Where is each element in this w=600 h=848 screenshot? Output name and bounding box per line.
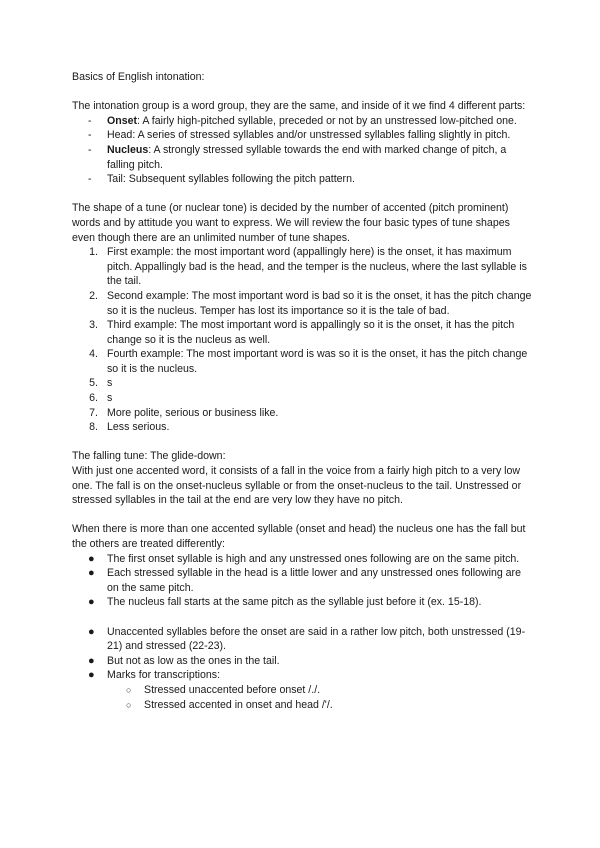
transcription-marks-list (72, 683, 532, 712)
pitch-rule-item-text: Each stressed syllable in the head is a little lower and any unstressed ones following are on the same pitch. (107, 567, 521, 594)
example-text: Third example: The most important word is appallingly so it is the onset, it has the pitch change so it is the nucleus as well. (107, 319, 515, 346)
example-number: 2. (89, 289, 98, 302)
part-item (72, 172, 532, 187)
unaccented-rule-item-marker: ● (88, 669, 95, 682)
transcription-mark-item-marker: ○ (126, 699, 132, 710)
example-number: 1. (89, 246, 98, 259)
example-text: Less serious. (107, 421, 170, 434)
example-item (72, 318, 532, 347)
transcription-mark-item-text: Stressed unaccented before onset /./. (144, 683, 321, 696)
example-item (72, 289, 532, 318)
example-text: s (107, 377, 113, 390)
pitch-rule-item (72, 566, 532, 595)
unaccented-rule-item-text: Marks for transcriptions: (107, 669, 221, 682)
part-item-marker: - (88, 129, 92, 142)
pitch-rule-item-marker: ● (88, 552, 95, 565)
pitch-rule-item (72, 552, 532, 567)
part-item-marker: - (88, 143, 92, 156)
transcription-mark-item (72, 683, 532, 698)
part-item-marker: - (88, 114, 92, 127)
example-item (72, 391, 532, 406)
examples-list (72, 245, 532, 435)
unaccented-rule-item-marker: ● (88, 625, 95, 638)
parts-list (72, 114, 532, 187)
transcription-mark-item-marker: ○ (126, 684, 132, 695)
example-text: More polite, serious or business like. (107, 406, 279, 419)
pitch-rule-item-text: The first onset syllable is high and any unstressed ones following are on the same pitch. (107, 552, 520, 565)
part-item (72, 143, 532, 172)
example-number: 8. (89, 421, 98, 434)
example-number: 5. (89, 377, 98, 390)
multiple-accent-paragraph: When there is more than one accented syllable (onset and head) the nucleus one has the fall but the others are treated differently: (72, 523, 526, 550)
part-text: Head: A series of stressed syllables and/or unstressed syllables falling slightly in pitch. (107, 129, 511, 142)
example-number: 4. (89, 348, 98, 361)
example-number: 3. (89, 319, 98, 332)
example-item (72, 376, 532, 391)
transcription-mark-item (72, 698, 532, 713)
unaccented-rule-item (72, 668, 532, 683)
example-text: s (107, 392, 113, 405)
part-text: Tail: Subsequent syllables following the pitch pattern. (107, 173, 355, 186)
example-item (72, 245, 532, 289)
tune-shape-paragraph: The shape of a tune (or nuclear tone) is decided by the number of accented (pitch prominent) words and by attitude you want to express. We will review the four basic types of tune shapes even though there are an unlimited number of tune shapes. (72, 202, 510, 244)
falling-tune-heading: The falling tune: The glide-down: (72, 450, 226, 463)
pitch-rules-list (72, 552, 532, 610)
example-item (72, 420, 532, 435)
unaccented-rule-item (72, 654, 532, 669)
pitch-rule-item-marker: ● (88, 567, 95, 580)
part-term: Nucleus (107, 143, 149, 156)
unaccented-rule-item-text: But not as low as the ones in the tail. (107, 654, 280, 667)
document-page (72, 70, 532, 712)
part-item (72, 114, 532, 129)
pitch-rule-item (72, 595, 532, 610)
part-text: : A strongly stressed syllable towards the end with marked change of pitch, a falling pitch. (107, 143, 507, 171)
pitch-rule-item-text: The nucleus fall starts at the same pitch as the syllable just before it (ex. 15-18). (107, 596, 482, 609)
unaccented-rule-item-text: Unaccented syllables before the onset are said in a rather low pitch, both unstressed (19-21) and stressed (22-23). (107, 625, 526, 653)
part-text: : A fairly high-pitched syllable, preceded or not by an unstressed low-pitched one. (137, 114, 517, 127)
part-item (72, 128, 532, 143)
unaccented-rules-list (72, 625, 532, 683)
part-term: Onset (107, 114, 138, 127)
example-item (72, 406, 532, 421)
unaccented-rule-item (72, 625, 532, 654)
example-text: Fourth example: The most important word is was so it is the onset, it has the pitch change so it is the nucleus. (107, 348, 528, 375)
intro-paragraph: The intonation group is a word group, they are the same, and inside of it we find 4 different parts: (72, 100, 526, 113)
pitch-rule-item-marker: ● (88, 596, 95, 609)
part-item-marker: - (88, 173, 92, 186)
example-number: 6. (89, 392, 98, 405)
unaccented-rule-item-marker: ● (88, 654, 95, 667)
example-text: First example: the most important word (appallingly here) is the onset, it has maximum pitch. Appallingly bad is the head, and the temper is the nucleus, where the last syllable is the tail. (107, 246, 527, 288)
document-title: Basics of English intonation: (72, 71, 205, 83)
falling-tune-paragraph: With just one accented word, it consists of a fall in the voice from a fairly high pitch to a very low one. The fall is on the onset-nucleus syllable or from the onset-nucleus to the tail. Unstressed or stressed syllables in the tail at the end are very low they have no pitch. (72, 465, 522, 507)
transcription-mark-item-text: Stressed accented in onset and head /'/. (144, 698, 333, 711)
example-number: 7. (89, 406, 98, 419)
example-text: Second example: The most important word is bad so it is the onset, it has the pitch change so it is the nucleus. Temper has lost its importance so it is the tale of bad. (107, 289, 532, 317)
example-item (72, 347, 532, 376)
